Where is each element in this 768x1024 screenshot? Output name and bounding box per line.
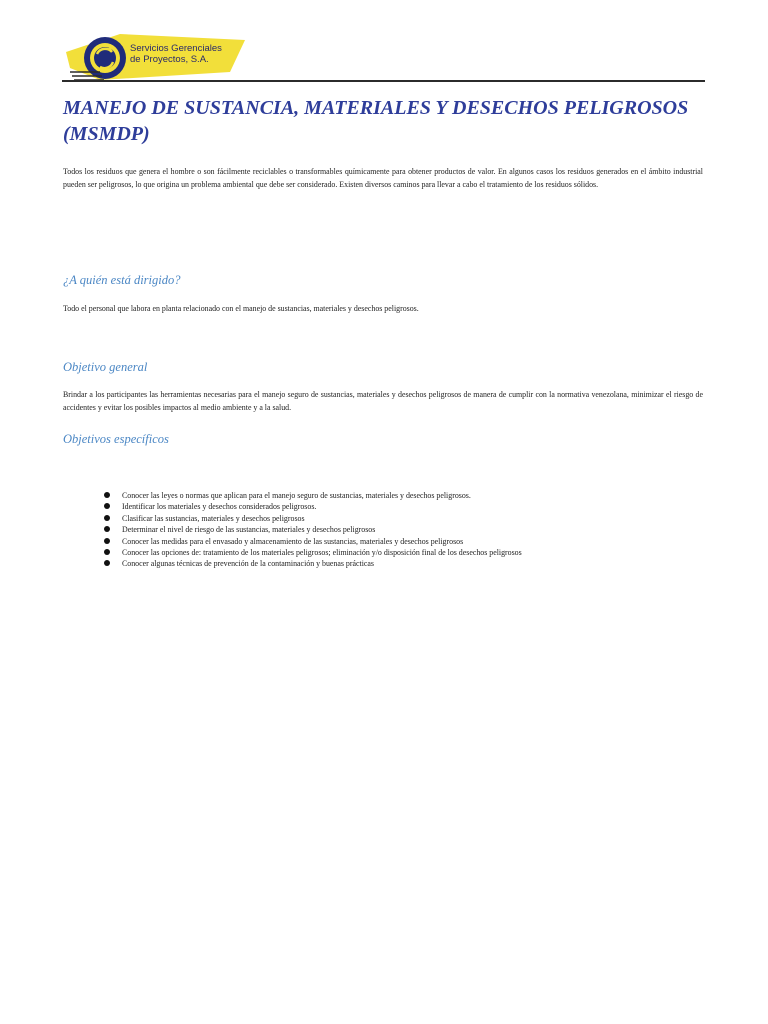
- objective-item: Identificar los materiales y desechos considerados peligrosos.: [104, 501, 704, 512]
- general-objective-heading: Objetivo general: [63, 360, 148, 374]
- objective-item: Clasificar las sustancias, materiales y desechos peligrosos: [104, 513, 704, 524]
- audience-heading: ¿A quién está dirigido?: [63, 273, 181, 287]
- logo-line-1: Servicios Gerenciales: [130, 43, 222, 54]
- page-title: MANEJO DE SUSTANCIA, MATERIALES Y DESECHOS PELIGROSOS (MSMDP): [63, 97, 689, 145]
- specific-objectives-heading: Objetivos específicos: [63, 432, 169, 446]
- objective-item: Conocer las opciones de: tratamiento de los materiales peligrosos; eliminación y/o disposición final de los desechos peligrosos: [104, 547, 704, 558]
- specific-objectives-list: [104, 490, 704, 570]
- company-logo: [60, 32, 250, 84]
- objective-item: Conocer las leyes o normas que aplican para el manejo seguro de sustancias, materiales y desechos peligrosos.: [104, 490, 704, 501]
- logo-line-2: de Proyectos, S.A.: [130, 54, 209, 65]
- header-divider: [62, 80, 705, 82]
- objective-item: Conocer algunas técnicas de prevención de la contaminación y buenas prácticas: [104, 558, 704, 569]
- general-objective-text: Brindar a los participantes las herramientas necesarias para el manejo seguro de sustancias, materiales y desechos peligrosos de manera de cumplir con la normativa venezolana, minimizar el riesgo de accidentes y evitar los posibles impactos al medio ambiente y a la salud.: [63, 390, 703, 412]
- objective-item: Conocer las medidas para el envasado y almacenamiento de las sustancias, materiales y desechos peligrosos: [104, 536, 704, 547]
- logo-text: [130, 43, 222, 65]
- audience-text: Todo el personal que labora en planta relacionado con el manejo de sustancias, materiales y desechos peligrosos.: [63, 304, 419, 313]
- objective-item: Determinar el nivel de riesgo de las sustancias, materiales y desechos peligrosos: [104, 524, 704, 535]
- intro-paragraph: Todos los residuos que genera el hombre o son fácilmente reciclables o transformables químicamente para obtener productos de valor. En algunos casos los residuos generados en el ámbito industrial pueden ser peligrosos, lo que origina un problema ambiental que debe ser considerado. Existen diversos caminos para llevar a cabo el tratamiento de los residuos sólidos.: [63, 167, 703, 189]
